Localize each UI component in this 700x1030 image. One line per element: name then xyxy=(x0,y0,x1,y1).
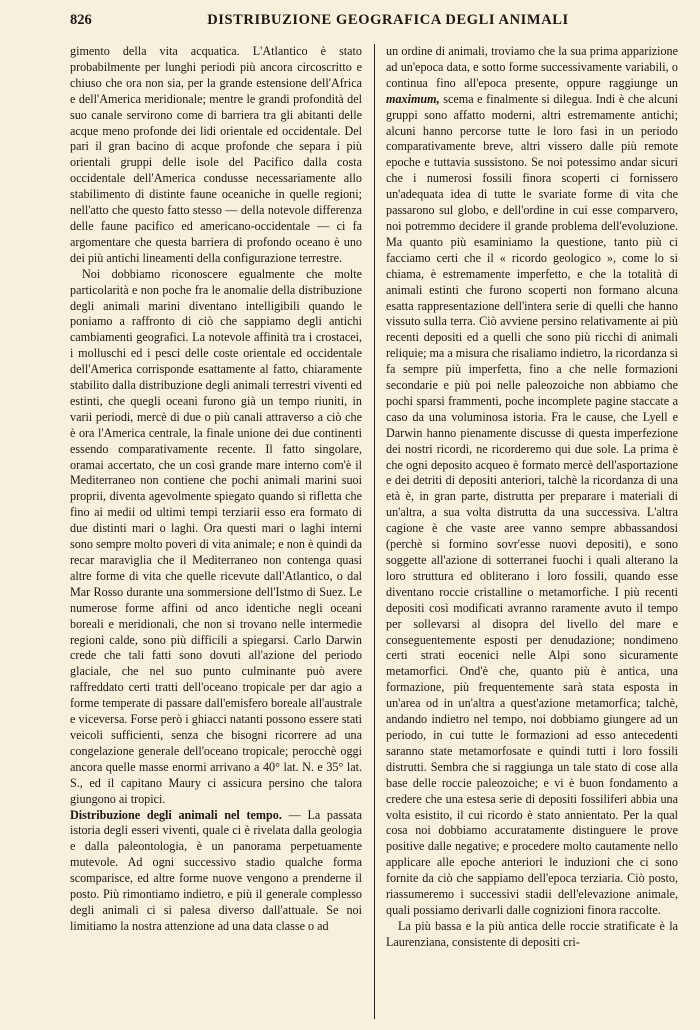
left-column xyxy=(70,44,362,1019)
paragraph-text: scema e finalmente si dilegua. Indi è che alcuni gruppi sono affatto moderni, altri estremamente antichi; alcuni hanno percorse tutte le loro fasi in un periodo comparativamente breve, altri vissero dalle più remote epoche e tuttavia sussistono. Se noi potessimo andar sicuri che i numerosi fossili finora scoperti ci fornissero un'adequata idea di tutte le svariate forme di vita che passarono sul globo, e dell'ordine in cui esse comparvero, noi potremmo decidere il grande problema dell'evoluzione. Ma quanto più esaminiamo la questione, tanto più ci facciamo certi che il « ricordo geologico », come lo si chiama, è estremamente imperfetto, e che la totalità di animali estinti che furono scoperti non formano alcuna esatta rappresentazione dell'intera serie di quelli che hanno vissuto sulla terra. Ciò avviene persino relativamente ai più recenti depositi ed a quelli che sono più ricchi di animali reliquie; ma a misura che risaliamo indietro, la ricordanza si fa sempre più imperfetta, fino a che nelle formazioni secondarie e più poi nelle paleozoiche non abbiamo che pochi sparsi frammenti, poche incomplete pagine staccate a caso da una voluminosa istoria. Fra le cause, che Lyell e Darwin hanno pienamente discusse di questa imperfezione dei nostri ricordi, ne ricorderemo qui due sole. La prima è che ogni deposito acqueo è formato mercè dell'asportazione e dei detriti di depositi anteriori, talchè la ricordanza di una età è, in gran parte, distrutta per preparare i materiali di un'altra, a sua volta distrutta da una successiva. L'altra cagione è che vaste aree vanno sempre abbassandosi (perchè si formino sovr'esse nuovi depositi), e sono soggette all'azione di sotterranei fuochi i quali alterano la loro struttura ed obliterano i loro fossili, quando esse diventano roccie cristalline o metamorfiche. I più recenti depositi così modificati avranno raramente avuto il tempo per sollevarsi al disopra del livello del mare e conseguentemente esposti per denudazione; nondimeno certi strati eocenici nelle Alpi sono sicuramente metamorfici. Ond'è che, quanto più è antica, una formazione, più frequentemente sarà stata esposta in un'area od in un'altra a quest'azione metamorfica; talchè, andando indietro nel tempo, noi dobbiamo giungere ad un periodo, in cui tutte le formazioni ad esso antecedenti saranno state metamorfosate e quindi tutti i loro fossili distrutti. Sembra che si raggiunga un tale stato di cose alla base delle roccie paleozoiche; e vi è buon fondamento a credere che una estesa serie di depositi fossiliferi abbia una volta esistito, il cui ricordo è stato annientato. Per la qual cosa noi dobbiamo accuratamente distinguere le prove positive dalle negative; e procedere molto cautamente nello applicare alle epoche anteriori le induzioni che ci sono fornite da ciò che sappiamo dell'epoca terziaria. Ciò posto, riassumeremo i successivi stadii dell'elevazione animale, quali possiamo derivarli dalle cognizioni finora raccolte. xyxy=(386,91,678,917)
paragraph: gimento della vita acquatica. L'Atlantico è stato probabilmente per lunghi periodi più ancora circoscritto e chiuso che ora non sia, per la grande estensione dell'Africa e dell'America meridionale; mentre le grandi profondità del suo canale servirono come di barriera tra gli abitanti delle acque meno profonde dei lidi orientale ed occidentale. Del pari il gran bacino di acque profonde che separa i più orientali gruppi delle isole del Pacifico dalla costa occidentale dell'America condusse necessariamente allo stabilimento di distinte faune oceaniche in quelle regioni; nell'atto che questo fatto stesso — della notevole differenza delle faune pacifico ed americano-occidentale — ci fa argomentare che questa barriera di profondo oceano è uno dei più antichi lineamenti della configurazione terrestre. xyxy=(70,44,362,265)
page-number: 826 xyxy=(70,12,92,28)
paragraph xyxy=(70,808,362,935)
italic-term: maximum, xyxy=(386,91,440,106)
right-column xyxy=(386,44,678,1019)
paragraph: Noi dobbiamo riconoscere egualmente che molte particolarità e non poche fra le anomalie della distribuzione degli animali marini diventano intelligibili quando le poniamo a raffronto di ciò che sappiamo degli antichi cambiamenti geografici. La notevole affinità tra i crostacei, i molluschi ed i pesci delle coste orientale ed occidentale dell'America corrisponde esattamente al fatto, chiaramente stabilito dalla distribuzione degli animali terrestri viventi ed estinti, che quegli oceani furono già un tempo riuniti, in varii periodi, mercè di due o più canali attraverso a ciò che è ora l'America centrale, la finale unione dei due continenti essendo comparativamente recente. Il fatto singolare, oramai accertato, che un così grande mare interno com'è il Mediterraneo non contiene che pochi animali marini suoi proprii, diventa agevolmente spiegato quando si rifletta che fino ai medii od ultimi tempi terziarii esso era formato di due distinti mari o laghi. Ora questi mari o laghi interni sono sempre molto poveri di vita animale; e non è quindi da recar maraviglia che il Mediterraneo non contenga quasi altre forme di vita che quelle ricevute dall'Atlantico, o dal Mar Rosso durante una sommersione dell'Istmo di Suez. Le numerose forme affini od anco identiche negli oceani boreali e meridionali, che non si trovano nelle intermedie regioni calde, sono più difficili a spiegarsi. Carlo Darwin crede che tali fatti sono dovuti all'azione del periodo glaciale, che nel suo punto culminante può avere raffreddato certi tratti dell'oceano tropicale per dar agio a forme temperate di passare dall'emisfero boreale all'australe e viceversa. Forse però i ghiacci natanti possono essere stati veicoli sufficienti, senza che bisogni ricorrere ad una congelazione generale dell'oceano tropicale; perocchè oggi ancora quelle masse enormi arrivano a 40° lat. N. e 35° lat. S., ed il capitano Maury ci assicura persino che talora giungono ai tropici. xyxy=(70,266,362,806)
running-title: DISTRIBUZIONE GEOGRAFICA DEGLI ANIMALI xyxy=(207,12,569,28)
paragraph xyxy=(386,44,678,919)
paragraph-text: — La passata istoria degli esseri viventi, quale ci è rivelata dalla geologia e dalla paleontologia, è un panorama perpetuamente mutevole. Ad ogni successivo stadio qualche forma scomparisce, ed altre forme nuove vengono a prenderne il posto. Più rimontiamo indietro, e più il generale complesso degli animali ci si palesa diverso dall'attuale. Se noi limitiamo la nostra attenzione ad una data classe o ad xyxy=(70,807,362,933)
section-heading: Distribuzione degli animali nel tempo. xyxy=(70,807,282,822)
paragraph: La più bassa e la più antica delle roccie stratificate è la Laurenziana, consistente di depositi cri- xyxy=(386,918,678,949)
paragraph-text: un ordine di animali, troviamo che la sua prima apparizione ad un'epoca data, e sotto forme successivamente variabili, o continua fino all'epoca presente, oppure raggiunge un xyxy=(386,44,678,90)
column-divider xyxy=(374,44,375,1019)
page-header xyxy=(70,12,666,34)
